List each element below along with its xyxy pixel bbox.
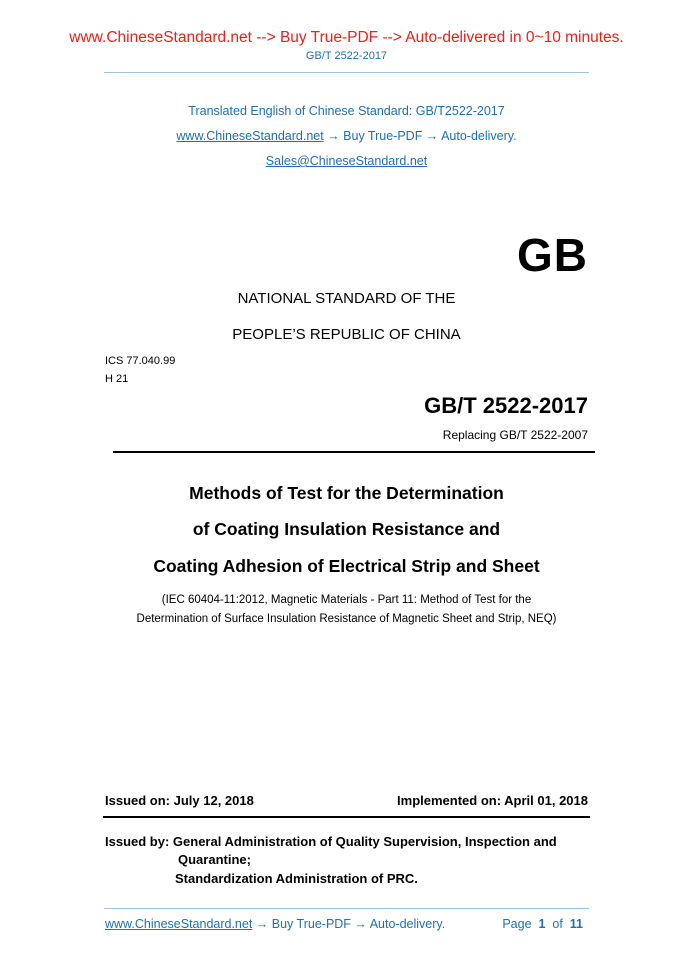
page-total: 11	[569, 917, 583, 931]
reference-line2: Determination of Surface Insulation Resistance of Magnetic Sheet and Strip, NEQ)	[136, 613, 557, 625]
gb-mark: GB	[517, 229, 588, 281]
page-label: Page	[502, 917, 532, 931]
issuer-line1: Issued by: General Administration of Quality Supervision, Inspection and	[105, 834, 557, 849]
page-indicator	[502, 917, 583, 931]
sales-email-link[interactable]: Sales@ChineseStandard.net	[265, 154, 428, 168]
footer-buy-text: → Buy True-PDF → Auto-delivery.	[252, 917, 446, 931]
reference-line1: (IEC 60404-11:2012, Magnetic Materials - Part 11: Method of Test for the	[161, 594, 532, 606]
footer-divider	[104, 908, 589, 909]
standard-divider	[113, 451, 595, 453]
footer-site-link[interactable]: www.ChineseStandard.net	[105, 917, 253, 931]
translation-email-line	[0, 154, 693, 168]
translation-site-link[interactable]: www.ChineseStandard.net	[176, 129, 324, 143]
implemented-date: Implemented on: April 01, 2018	[397, 793, 588, 808]
standard-number: GB/T 2522-2017	[424, 393, 588, 418]
footer-site-line	[105, 917, 445, 931]
issuer-line3: Standardization Administration of PRC.	[175, 871, 418, 886]
dates-divider	[103, 816, 590, 818]
title-line3: Coating Adhesion of Electrical Strip and Sheet	[153, 556, 540, 576]
national-standard-line1: NATIONAL STANDARD OF THE	[237, 290, 456, 307]
translation-buy-text: → Buy True-PDF → Auto-delivery.	[323, 129, 517, 143]
header-divider	[104, 72, 589, 73]
translation-site-line	[0, 129, 693, 143]
issued-date: Issued on: July 12, 2018	[105, 793, 254, 808]
national-standard-line2: PEOPLE’S REPUBLIC OF CHINA	[232, 326, 461, 343]
ics-code: ICS 77.040.99	[105, 355, 176, 367]
header-banner: www.ChineseStandard.net --> Buy True-PDF --> Auto-delivered in 0~10 minutes.	[69, 29, 624, 46]
title-line2: of Coating Insulation Resistance and	[192, 519, 501, 539]
classification-code: H 21	[105, 373, 129, 385]
translation-note: Translated English of Chinese Standard: GB/T2522-2017	[188, 104, 505, 118]
title-line1: Methods of Test for the Determination	[189, 483, 504, 503]
page-current: 1	[538, 917, 546, 931]
issuer-line2: Quarantine;	[178, 852, 251, 867]
replacing-note: Replacing GB/T 2522-2007	[442, 428, 588, 442]
page-of: of	[552, 917, 563, 931]
header-doc-code: GB/T 2522-2017	[305, 50, 388, 62]
